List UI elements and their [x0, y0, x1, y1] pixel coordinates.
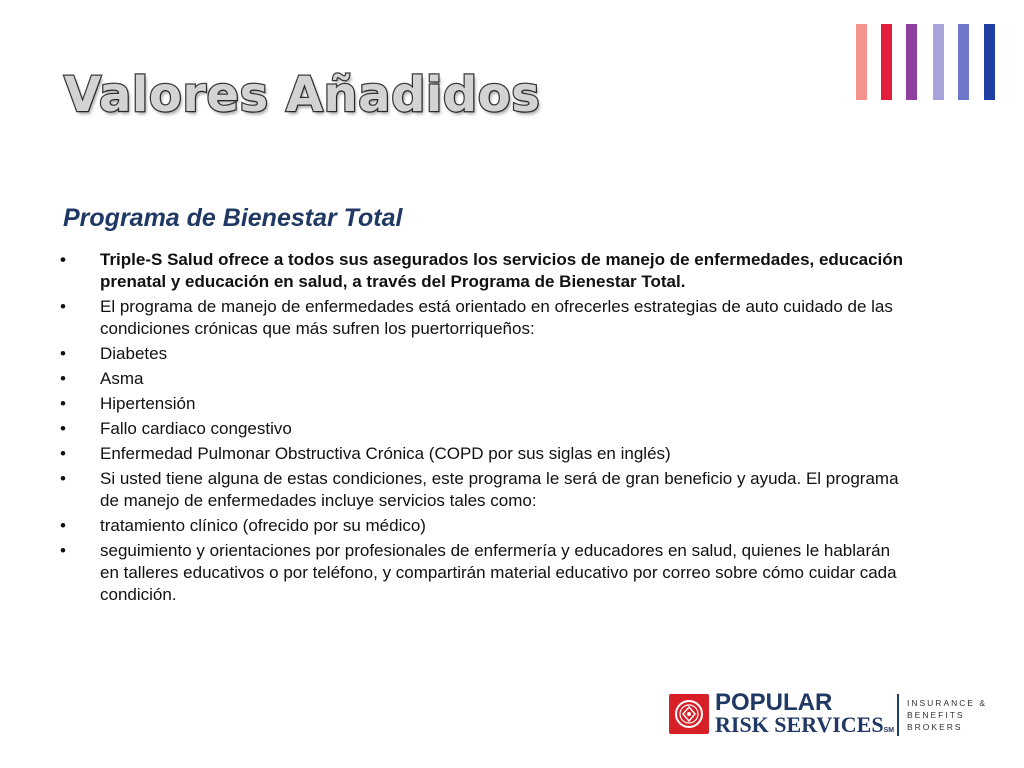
bullet-marker: •: [60, 469, 66, 488]
bullet-text: Hipertensión: [100, 394, 196, 413]
slide-subtitle: Programa de Bienestar Total: [63, 204, 403, 232]
bullet-text: seguimiento y orientaciones por profesionales de enfermería y educadores en salud, quienes le hablarán en talleres educativos o por teléfono, y compartirán material educativo por correo sobre cómo cuidar cada condición.: [100, 541, 897, 604]
bullet-marker: •: [60, 419, 66, 438]
bullet-item: [60, 393, 910, 415]
bullet-item: [60, 540, 910, 606]
logo-tagline-line: INSURANCE &: [907, 698, 988, 708]
bullet-marker: •: [60, 344, 66, 363]
slide-title: Valores Añadidos: [64, 67, 541, 123]
bullet-text: tratamiento clínico (ofrecido por su médico): [100, 516, 426, 535]
bullet-text: Triple-S Salud ofrece a todos sus asegurados los servicios de manejo de enfermedades, educación prenatal y educación en salud, a través del Programa de Bienestar Total.: [100, 250, 904, 291]
logo-divider: [897, 694, 899, 736]
bullet-marker: •: [60, 541, 66, 560]
bullet-item: [60, 515, 910, 537]
bullet-list: [60, 249, 910, 609]
decorative-stripe: [881, 24, 892, 100]
bullet-item: [60, 296, 910, 340]
bullet-text: Si usted tiene alguna de estas condiciones, este programa le será de gran beneficio y ayuda. El programa de manejo de enfermedades incluye servicios tales como:: [100, 469, 899, 510]
bullet-marker: •: [60, 394, 66, 413]
popular-logo-icon: [669, 694, 709, 734]
logo-tagline-line: BENEFITS: [907, 710, 965, 720]
bullet-text: El programa de manejo de enfermedades está orientado en ofrecerles estrategias de auto cuidado de las condiciones crónicas que más sufren los puertorriqueños:: [100, 297, 893, 338]
bullet-text: Asma: [100, 369, 144, 388]
decorative-stripes: [856, 24, 996, 100]
bullet-item: [60, 443, 910, 465]
bullet-marker: •: [60, 369, 66, 388]
popular-risk-services-logo: [669, 690, 999, 740]
bullet-item: [60, 418, 910, 440]
bullet-marker: •: [60, 297, 66, 316]
decorative-stripe: [906, 24, 917, 100]
bullet-item: [60, 368, 910, 390]
logo-subname: RISK SERVICESSM: [715, 712, 895, 737]
bullet-item: [60, 343, 910, 365]
bullet-text: Fallo cardiaco congestivo: [100, 419, 292, 438]
bullet-item: [60, 468, 910, 512]
bullet-text: Enfermedad Pulmonar Obstructiva Crónica (COPD por sus siglas en inglés): [100, 444, 671, 463]
decorative-stripe: [984, 24, 995, 100]
logo-tagline: [907, 697, 987, 733]
logo-name: POPULAR: [715, 689, 833, 716]
service-mark: SM: [883, 727, 895, 734]
bullet-item: [60, 249, 910, 293]
decorative-stripe: [856, 24, 867, 100]
bullet-marker: •: [60, 444, 66, 463]
bullet-text: Diabetes: [100, 344, 168, 363]
logo-tagline-line: BROKERS: [907, 722, 963, 732]
decorative-stripe: [958, 24, 969, 100]
bullet-marker: •: [60, 250, 66, 269]
decorative-stripe: [933, 24, 944, 100]
bullet-marker: •: [60, 516, 66, 535]
